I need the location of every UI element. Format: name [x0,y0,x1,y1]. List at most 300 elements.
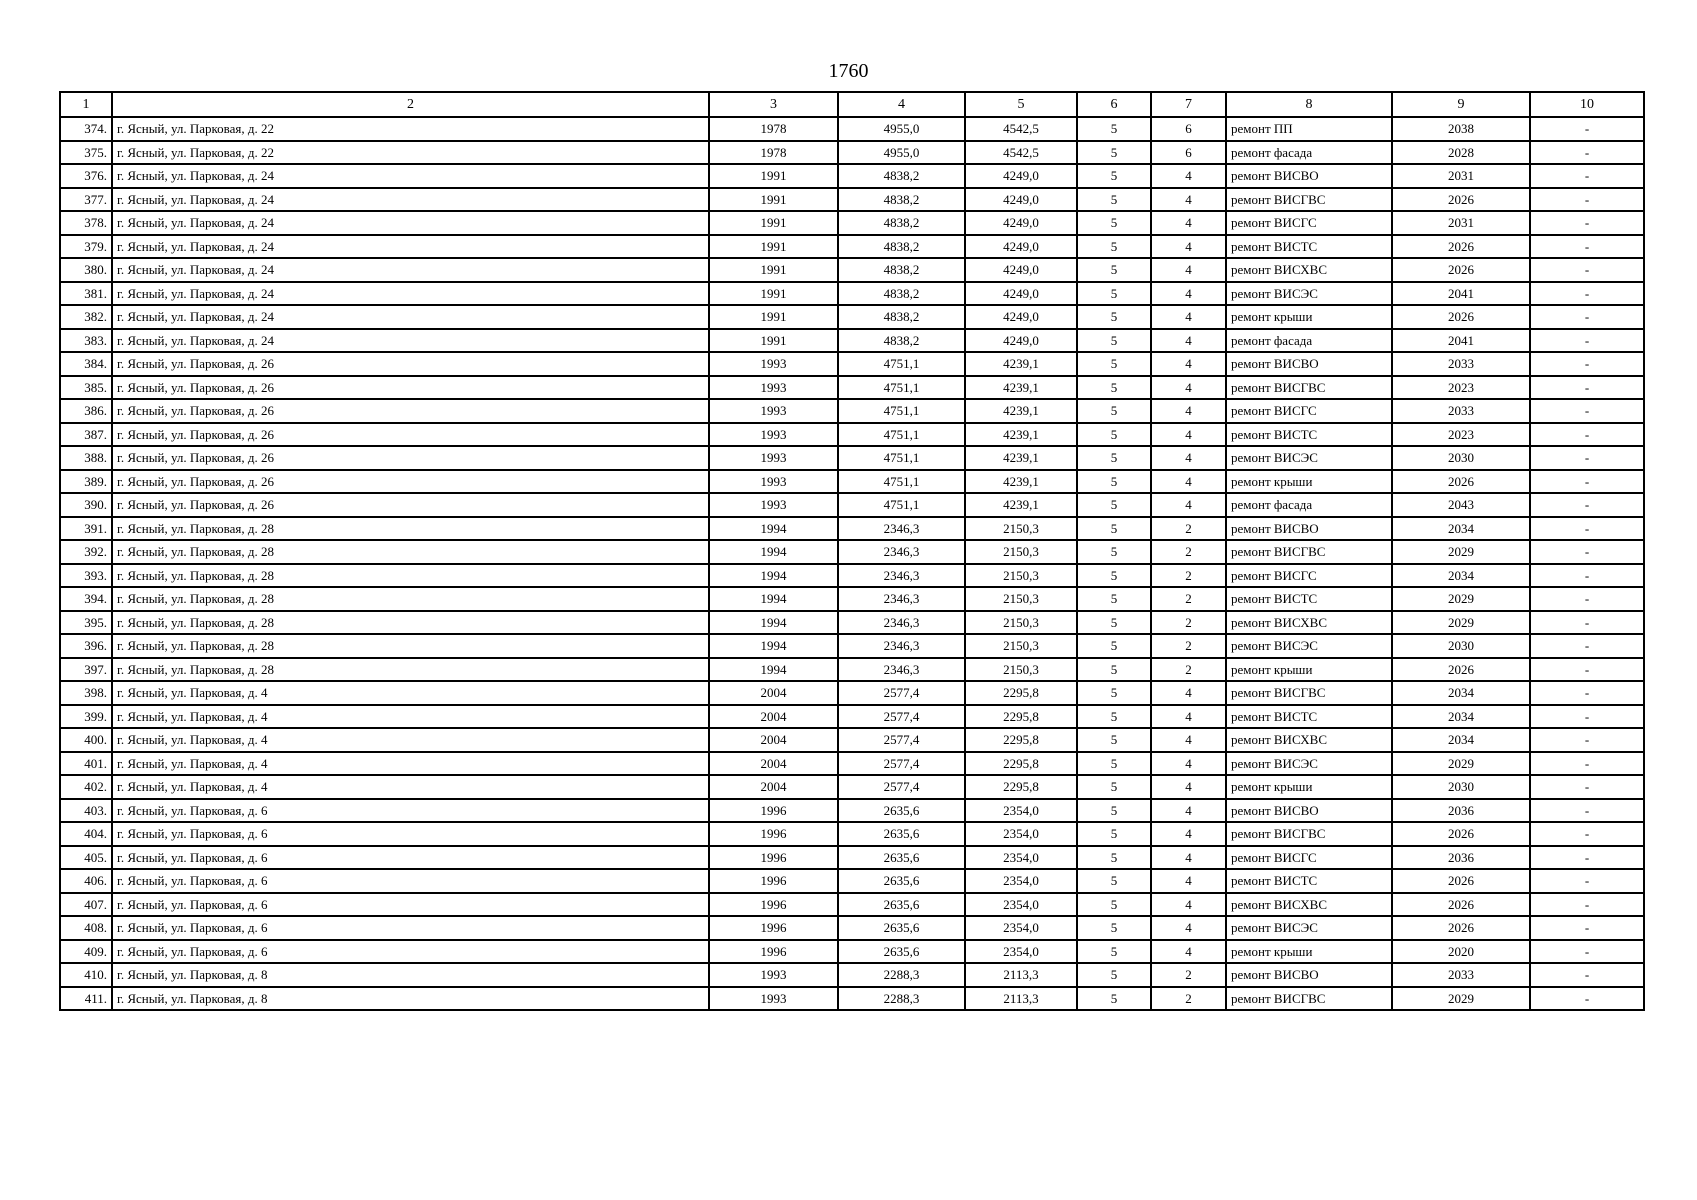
planned-year-cell: 2023 [1392,423,1530,447]
table-row [60,752,1644,776]
note-cell: - [1530,164,1644,188]
work-type-cell: ремонт ВИСГС [1226,846,1392,870]
planned-year-cell: 2026 [1392,305,1530,329]
note-cell: - [1530,517,1644,541]
entrances-cell: 4 [1151,258,1226,282]
note-cell: - [1530,752,1644,776]
living-area-cell: 2354,0 [965,799,1077,823]
note-cell: - [1530,399,1644,423]
row-number-cell: 384. [60,352,112,376]
note-cell: - [1530,987,1644,1011]
planned-year-cell: 2028 [1392,141,1530,165]
work-type-cell: ремонт ВИСТС [1226,423,1392,447]
row-number-cell: 405. [60,846,112,870]
column-header: 6 [1077,92,1151,117]
address-cell: г. Ясный, ул. Парковая, д. 24 [112,329,709,353]
total-area-cell: 2577,4 [838,775,965,799]
build-year-cell: 1996 [709,893,838,917]
table-row [60,164,1644,188]
row-number-cell: 387. [60,423,112,447]
living-area-cell: 4239,1 [965,399,1077,423]
floors-cell: 5 [1077,916,1151,940]
row-number-cell: 395. [60,611,112,635]
planned-year-cell: 2031 [1392,164,1530,188]
living-area-cell: 4249,0 [965,188,1077,212]
table-row [60,141,1644,165]
planned-year-cell: 2026 [1392,235,1530,259]
column-header: 10 [1530,92,1644,117]
planned-year-cell: 2030 [1392,446,1530,470]
floors-cell: 5 [1077,188,1151,212]
work-type-cell: ремонт ВИСЭС [1226,282,1392,306]
table-row [60,376,1644,400]
living-area-cell: 2354,0 [965,822,1077,846]
build-year-cell: 1996 [709,846,838,870]
planned-year-cell: 2034 [1392,728,1530,752]
table-header-row [60,92,1644,117]
table-row [60,470,1644,494]
work-type-cell: ремонт фасада [1226,329,1392,353]
total-area-cell: 4751,1 [838,399,965,423]
entrances-cell: 4 [1151,728,1226,752]
row-number-cell: 389. [60,470,112,494]
column-header: 4 [838,92,965,117]
total-area-cell: 2288,3 [838,963,965,987]
planned-year-cell: 2031 [1392,211,1530,235]
total-area-cell: 4955,0 [838,117,965,141]
floors-cell: 5 [1077,493,1151,517]
note-cell: - [1530,540,1644,564]
total-area-cell: 4751,1 [838,493,965,517]
planned-year-cell: 2030 [1392,634,1530,658]
table-row [60,775,1644,799]
entrances-cell: 4 [1151,399,1226,423]
work-type-cell: ремонт ВИСВО [1226,352,1392,376]
note-cell: - [1530,446,1644,470]
row-number-cell: 377. [60,188,112,212]
entrances-cell: 2 [1151,634,1226,658]
table-row [60,611,1644,635]
build-year-cell: 1993 [709,399,838,423]
table-row [60,987,1644,1011]
total-area-cell: 2635,6 [838,916,965,940]
work-type-cell: ремонт крыши [1226,940,1392,964]
build-year-cell: 1993 [709,352,838,376]
living-area-cell: 2150,3 [965,517,1077,541]
planned-year-cell: 2026 [1392,188,1530,212]
build-year-cell: 2004 [709,681,838,705]
living-area-cell: 2354,0 [965,940,1077,964]
total-area-cell: 2346,3 [838,517,965,541]
floors-cell: 5 [1077,634,1151,658]
total-area-cell: 2346,3 [838,658,965,682]
column-header: 7 [1151,92,1226,117]
planned-year-cell: 2036 [1392,846,1530,870]
work-type-cell: ремонт ВИСЭС [1226,752,1392,776]
table-row [60,188,1644,212]
work-type-cell: ремонт крыши [1226,470,1392,494]
living-area-cell: 4249,0 [965,235,1077,259]
floors-cell: 5 [1077,987,1151,1011]
row-number-cell: 391. [60,517,112,541]
build-year-cell: 1991 [709,188,838,212]
note-cell: - [1530,493,1644,517]
build-year-cell: 1996 [709,916,838,940]
total-area-cell: 4838,2 [838,305,965,329]
total-area-cell: 2346,3 [838,611,965,635]
row-number-cell: 382. [60,305,112,329]
entrances-cell: 2 [1151,540,1226,564]
address-cell: г. Ясный, ул. Парковая, д. 6 [112,869,709,893]
row-number-cell: 385. [60,376,112,400]
work-type-cell: ремонт крыши [1226,775,1392,799]
entrances-cell: 2 [1151,987,1226,1011]
entrances-cell: 4 [1151,705,1226,729]
build-year-cell: 1993 [709,376,838,400]
column-header: 8 [1226,92,1392,117]
floors-cell: 5 [1077,775,1151,799]
floors-cell: 5 [1077,587,1151,611]
build-year-cell: 1991 [709,329,838,353]
build-year-cell: 1993 [709,470,838,494]
work-type-cell: ремонт ВИСЭС [1226,446,1392,470]
build-year-cell: 1991 [709,258,838,282]
note-cell: - [1530,940,1644,964]
table-row [60,728,1644,752]
living-area-cell: 2150,3 [965,611,1077,635]
living-area-cell: 4249,0 [965,305,1077,329]
row-number-cell: 374. [60,117,112,141]
table-row [60,117,1644,141]
address-cell: г. Ясный, ул. Парковая, д. 4 [112,705,709,729]
living-area-cell: 2354,0 [965,869,1077,893]
build-year-cell: 1991 [709,211,838,235]
entrances-cell: 4 [1151,869,1226,893]
entrances-cell: 2 [1151,587,1226,611]
note-cell: - [1530,305,1644,329]
total-area-cell: 2577,4 [838,728,965,752]
living-area-cell: 2113,3 [965,963,1077,987]
work-type-cell: ремонт ВИСХВС [1226,611,1392,635]
total-area-cell: 4751,1 [838,446,965,470]
total-area-cell: 2635,6 [838,846,965,870]
entrances-cell: 4 [1151,681,1226,705]
living-area-cell: 2150,3 [965,587,1077,611]
planned-year-cell: 2034 [1392,564,1530,588]
total-area-cell: 2635,6 [838,940,965,964]
floors-cell: 5 [1077,305,1151,329]
living-area-cell: 2354,0 [965,846,1077,870]
entrances-cell: 4 [1151,446,1226,470]
entrances-cell: 4 [1151,775,1226,799]
note-cell: - [1530,117,1644,141]
planned-year-cell: 2026 [1392,658,1530,682]
address-cell: г. Ясный, ул. Парковая, д. 22 [112,117,709,141]
work-type-cell: ремонт ВИСХВС [1226,258,1392,282]
work-type-cell: ремонт ПП [1226,117,1392,141]
note-cell: - [1530,846,1644,870]
planned-year-cell: 2020 [1392,940,1530,964]
column-header: 2 [112,92,709,117]
total-area-cell: 2288,3 [838,987,965,1011]
build-year-cell: 1994 [709,540,838,564]
address-cell: г. Ясный, ул. Парковая, д. 22 [112,141,709,165]
address-cell: г. Ясный, ул. Парковая, д. 6 [112,846,709,870]
address-cell: г. Ясный, ул. Парковая, д. 24 [112,305,709,329]
floors-cell: 5 [1077,681,1151,705]
work-type-cell: ремонт ВИСГС [1226,399,1392,423]
total-area-cell: 4838,2 [838,329,965,353]
note-cell: - [1530,376,1644,400]
build-year-cell: 1991 [709,305,838,329]
floors-cell: 5 [1077,752,1151,776]
address-cell: г. Ясный, ул. Парковая, д. 28 [112,517,709,541]
build-year-cell: 1993 [709,987,838,1011]
living-area-cell: 4239,1 [965,423,1077,447]
entrances-cell: 4 [1151,376,1226,400]
entrances-cell: 4 [1151,799,1226,823]
note-cell: - [1530,634,1644,658]
address-cell: г. Ясный, ул. Парковая, д. 6 [112,799,709,823]
floors-cell: 5 [1077,117,1151,141]
note-cell: - [1530,470,1644,494]
work-type-cell: ремонт ВИСГВС [1226,987,1392,1011]
planned-year-cell: 2030 [1392,775,1530,799]
table-row [60,587,1644,611]
row-number-cell: 396. [60,634,112,658]
table-row [60,399,1644,423]
total-area-cell: 4955,0 [838,141,965,165]
note-cell: - [1530,329,1644,353]
living-area-cell: 4542,5 [965,117,1077,141]
address-cell: г. Ясный, ул. Парковая, д. 4 [112,752,709,776]
floors-cell: 5 [1077,352,1151,376]
row-number-cell: 378. [60,211,112,235]
table-row [60,423,1644,447]
living-area-cell: 2354,0 [965,893,1077,917]
page-number: 1760 [828,60,869,82]
address-cell: г. Ясный, ул. Парковая, д. 6 [112,893,709,917]
work-type-cell: ремонт ВИСЭС [1226,916,1392,940]
column-header: 1 [60,92,112,117]
living-area-cell: 2150,3 [965,658,1077,682]
entrances-cell: 4 [1151,211,1226,235]
planned-year-cell: 2029 [1392,987,1530,1011]
note-cell: - [1530,799,1644,823]
row-number-cell: 404. [60,822,112,846]
address-cell: г. Ясный, ул. Парковая, д. 24 [112,188,709,212]
floors-cell: 5 [1077,164,1151,188]
floors-cell: 5 [1077,869,1151,893]
work-type-cell: ремонт ВИСТС [1226,869,1392,893]
row-number-cell: 411. [60,987,112,1011]
living-area-cell: 2295,8 [965,705,1077,729]
floors-cell: 5 [1077,658,1151,682]
entrances-cell: 6 [1151,141,1226,165]
planned-year-cell: 2026 [1392,470,1530,494]
note-cell: - [1530,775,1644,799]
table-row [60,940,1644,964]
entrances-cell: 2 [1151,564,1226,588]
table-row [60,822,1644,846]
address-cell: г. Ясный, ул. Парковая, д. 26 [112,399,709,423]
floors-cell: 5 [1077,893,1151,917]
column-header: 3 [709,92,838,117]
row-number-cell: 406. [60,869,112,893]
address-cell: г. Ясный, ул. Парковая, д. 4 [112,728,709,752]
living-area-cell: 4249,0 [965,164,1077,188]
build-year-cell: 1993 [709,963,838,987]
table-row [60,305,1644,329]
entrances-cell: 4 [1151,940,1226,964]
total-area-cell: 2346,3 [838,540,965,564]
table-row [60,658,1644,682]
living-area-cell: 2150,3 [965,564,1077,588]
work-type-cell: ремонт ВИСЭС [1226,634,1392,658]
build-year-cell: 1996 [709,869,838,893]
planned-year-cell: 2034 [1392,681,1530,705]
total-area-cell: 4751,1 [838,352,965,376]
entrances-cell: 4 [1151,846,1226,870]
entrances-cell: 4 [1151,305,1226,329]
row-number-cell: 398. [60,681,112,705]
note-cell: - [1530,282,1644,306]
address-cell: г. Ясный, ул. Парковая, д. 28 [112,540,709,564]
address-cell: г. Ясный, ул. Парковая, д. 28 [112,658,709,682]
address-cell: г. Ясный, ул. Парковая, д. 26 [112,423,709,447]
table-row [60,893,1644,917]
total-area-cell: 2577,4 [838,752,965,776]
work-type-cell: ремонт ВИСГВС [1226,540,1392,564]
build-year-cell: 1994 [709,658,838,682]
repair-schedule-table [59,91,1645,1011]
row-number-cell: 410. [60,963,112,987]
build-year-cell: 1993 [709,423,838,447]
build-year-cell: 1996 [709,940,838,964]
floors-cell: 5 [1077,846,1151,870]
planned-year-cell: 2036 [1392,799,1530,823]
planned-year-cell: 2029 [1392,587,1530,611]
row-number-cell: 375. [60,141,112,165]
living-area-cell: 2295,8 [965,728,1077,752]
note-cell: - [1530,822,1644,846]
total-area-cell: 2635,6 [838,799,965,823]
work-type-cell: ремонт крыши [1226,658,1392,682]
table-row [60,211,1644,235]
note-cell: - [1530,611,1644,635]
planned-year-cell: 2026 [1392,822,1530,846]
address-cell: г. Ясный, ул. Парковая, д. 6 [112,916,709,940]
living-area-cell: 2150,3 [965,634,1077,658]
total-area-cell: 2346,3 [838,634,965,658]
build-year-cell: 1994 [709,611,838,635]
total-area-cell: 2346,3 [838,564,965,588]
address-cell: г. Ясный, ул. Парковая, д. 24 [112,235,709,259]
row-number-cell: 381. [60,282,112,306]
address-cell: г. Ясный, ул. Парковая, д. 24 [112,211,709,235]
entrances-cell: 4 [1151,470,1226,494]
note-cell: - [1530,423,1644,447]
build-year-cell: 1996 [709,799,838,823]
address-cell: г. Ясный, ул. Парковая, д. 28 [112,564,709,588]
row-number-cell: 390. [60,493,112,517]
entrances-cell: 4 [1151,493,1226,517]
work-type-cell: ремонт ВИСГС [1226,564,1392,588]
work-type-cell: ремонт ВИСТС [1226,235,1392,259]
total-area-cell: 2635,6 [838,822,965,846]
work-type-cell: ремонт ВИСГВС [1226,681,1392,705]
living-area-cell: 4239,1 [965,470,1077,494]
build-year-cell: 1993 [709,493,838,517]
address-cell: г. Ясный, ул. Парковая, д. 8 [112,963,709,987]
address-cell: г. Ясный, ул. Парковая, д. 24 [112,258,709,282]
row-number-cell: 393. [60,564,112,588]
table-row [60,869,1644,893]
total-area-cell: 4838,2 [838,164,965,188]
planned-year-cell: 2029 [1392,752,1530,776]
address-cell: г. Ясный, ул. Парковая, д. 4 [112,681,709,705]
work-type-cell: ремонт ВИСХВС [1226,893,1392,917]
build-year-cell: 1996 [709,822,838,846]
note-cell: - [1530,564,1644,588]
table-row [60,352,1644,376]
entrances-cell: 4 [1151,235,1226,259]
entrances-cell: 2 [1151,658,1226,682]
entrances-cell: 4 [1151,893,1226,917]
address-cell: г. Ясный, ул. Парковая, д. 26 [112,470,709,494]
planned-year-cell: 2041 [1392,282,1530,306]
living-area-cell: 2150,3 [965,540,1077,564]
address-cell: г. Ясный, ул. Парковая, д. 28 [112,634,709,658]
table-row [60,282,1644,306]
floors-cell: 5 [1077,470,1151,494]
planned-year-cell: 2041 [1392,329,1530,353]
floors-cell: 5 [1077,376,1151,400]
floors-cell: 5 [1077,822,1151,846]
table-row [60,634,1644,658]
table-row [60,705,1644,729]
work-type-cell: ремонт ВИСВО [1226,963,1392,987]
work-type-cell: ремонт ВИСВО [1226,164,1392,188]
living-area-cell: 4249,0 [965,329,1077,353]
address-cell: г. Ясный, ул. Парковая, д. 28 [112,611,709,635]
entrances-cell: 4 [1151,352,1226,376]
work-type-cell: ремонт ВИСГС [1226,211,1392,235]
build-year-cell: 1991 [709,282,838,306]
total-area-cell: 4838,2 [838,282,965,306]
build-year-cell: 2004 [709,705,838,729]
address-cell: г. Ясный, ул. Парковая, д. 24 [112,282,709,306]
entrances-cell: 4 [1151,423,1226,447]
floors-cell: 5 [1077,963,1151,987]
build-year-cell: 1978 [709,141,838,165]
address-cell: г. Ясный, ул. Парковая, д. 6 [112,940,709,964]
living-area-cell: 2354,0 [965,916,1077,940]
address-cell: г. Ясный, ул. Парковая, д. 26 [112,446,709,470]
entrances-cell: 4 [1151,282,1226,306]
note-cell: - [1530,587,1644,611]
row-number-cell: 380. [60,258,112,282]
planned-year-cell: 2023 [1392,376,1530,400]
entrances-cell: 4 [1151,916,1226,940]
row-number-cell: 409. [60,940,112,964]
build-year-cell: 1978 [709,117,838,141]
table-body [60,92,1644,1010]
planned-year-cell: 2043 [1392,493,1530,517]
table-row [60,916,1644,940]
address-cell: г. Ясный, ул. Парковая, д. 26 [112,352,709,376]
entrances-cell: 2 [1151,517,1226,541]
